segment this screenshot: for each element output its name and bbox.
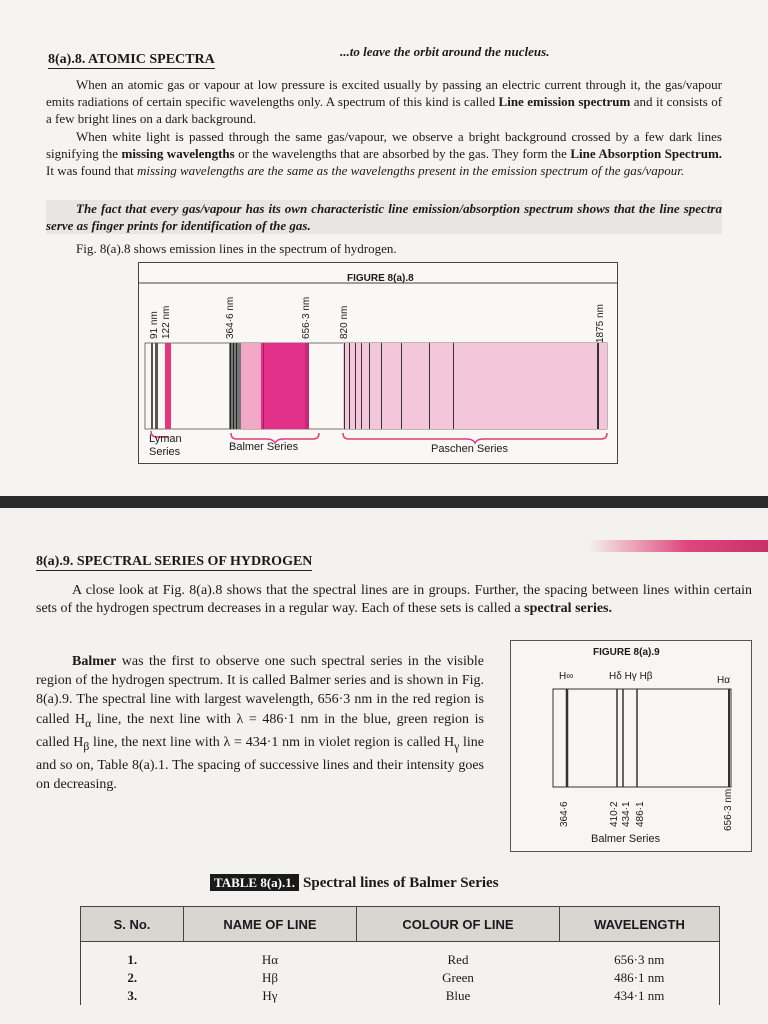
balmer-lines — [229, 343, 309, 429]
paschen-series-label: Paschen Series — [431, 443, 509, 455]
table-caption — [210, 874, 499, 892]
paschen-lines — [343, 343, 607, 429]
cell-sno: 2. — [81, 969, 184, 987]
section-title: 8(a).8. ATOMIC SPECTRA — [48, 52, 215, 67]
bottom-page — [0, 508, 768, 1024]
balmer-table — [80, 906, 720, 1005]
cell-wavelength: 486·1 nm — [560, 969, 720, 987]
paragraph-line-emission: When an atomic gas or vapour at low pressure is excited usually by passing an electric current through it, the gas/vapour emits radiations of certain specific wavelengths only. A spectrum of this kind is called Line emission spectrum and it consists of a few bright lines on a dark background. — [46, 77, 723, 126]
label-486-1: 486·1 — [635, 801, 646, 827]
label-364-6: 364·6 — [559, 801, 570, 827]
header-name: NAME OF LINE — [184, 907, 357, 942]
table-header-row — [81, 907, 720, 942]
label-91nm: 91 nm — [149, 311, 160, 339]
cell-wavelength: 656·3 nm — [560, 942, 720, 970]
header-sno: S. No. — [81, 907, 184, 942]
figure-title: FIGURE 8(a).8 — [347, 273, 414, 284]
header-wavelength: WAVELENGTH — [560, 907, 720, 942]
header-colour: COLOUR OF LINE — [357, 907, 560, 942]
label-1875nm: 1875 nm — [595, 304, 606, 343]
spectrum-lines — [139, 263, 617, 463]
label-364nm: 364·6 nm — [225, 296, 236, 339]
cell-colour: Red — [447, 952, 469, 967]
label-122nm: 122 nm — [161, 305, 172, 339]
label-h-alpha: Hα — [717, 675, 731, 686]
cut-off-text: ...to leave the orbit around the nucleus. — [340, 44, 550, 59]
label-656nm: 656·3 nm — [301, 296, 312, 339]
cell-name: Hγ — [262, 988, 278, 1003]
cell-name: Hα — [261, 952, 279, 967]
paragraph-balmer: Balmer was the first to observe one such spectral series in the visible region of the hydrogen spectrum. It is called Balmer series and is shown in Fig. 8(a).9. The spectral line with largest wavelength, 656·3 nm in the red region is called $H_\alpha$ line, the next line with λ = 486·1 nm in the blue, green region is called $H_\beta$ line, the next line with λ = 434·1 nm in violet region is called $H_\gamma$ line and so on, Table 8(a).1. The spacing of successive lines and their intensity goes on decreasing. — [36, 654, 485, 792]
lyman-series-label: Lyman Series — [149, 433, 182, 458]
table-row — [81, 969, 720, 987]
cell-colour: Green — [442, 970, 474, 985]
label-h-delta-gamma-beta: Hδ Hγ Hβ — [609, 671, 653, 682]
paragraph-fingerprint: The fact that every gas/vapour has its own characteristic line emission/absorption spectrum shows that the line spectra serve as finger prints for identification of the gas. — [46, 201, 722, 233]
paragraph-absorption: When white light is passed through the same gas/vapour, we observe a bright background crossed by a few dark lines signifying the missing wavelengths or the wavelengths that are absorbed by the gas. They form the Line Absorption Spectrum. It was found that missing wavelengths are the same as the wavelengths present in the emission spectrum of the gas/vapour. — [46, 129, 723, 178]
table-row — [81, 987, 720, 1005]
label-820nm: 820 nm — [339, 305, 350, 339]
label-h-infinity: H∞ — [559, 671, 574, 682]
label-434-1: 434·1 — [621, 801, 632, 827]
cell-wavelength: 434·1 nm — [560, 987, 720, 1005]
cell-sno: 3. — [81, 987, 184, 1005]
cell-colour: Blue — [445, 988, 471, 1003]
table-title: Spectral lines of Balmer Series — [303, 875, 499, 891]
cell-name: Hβ — [261, 970, 278, 985]
cell-sno: 1. — [81, 942, 184, 970]
top-page — [0, 0, 768, 496]
figure9-title: FIGURE 8(a).9 — [593, 647, 660, 658]
section-title-spectral-series: 8(a).9. SPECTRAL SERIES OF HYDROGEN — [36, 554, 313, 569]
balmer-series-label: Balmer Series — [229, 441, 299, 453]
table-row — [81, 942, 720, 970]
paragraph-fig-ref: Fig. 8(a).8 shows emission lines in the spectrum of hydrogen. — [76, 241, 397, 256]
paragraph-spectral-series: A close look at Fig. 8(a).8 shows that the spectral lines are in groups. Further, the spacing between lines within certain sets of the hydrogen spectrum decreases in a regular way. Each of these sets is called a spectral series. — [36, 583, 752, 616]
label-656-3: 656·3 nm — [723, 788, 734, 831]
figure-hydrogen-spectrum — [138, 262, 618, 464]
label-410-2: 410·2 — [609, 801, 620, 827]
table-label: TABLE 8(a).1. — [210, 874, 299, 891]
balmer-caption: Balmer Series — [591, 833, 661, 845]
lyman-lines — [151, 343, 171, 429]
decorative-pink-band — [588, 540, 768, 552]
figure-balmer-series — [510, 640, 752, 852]
